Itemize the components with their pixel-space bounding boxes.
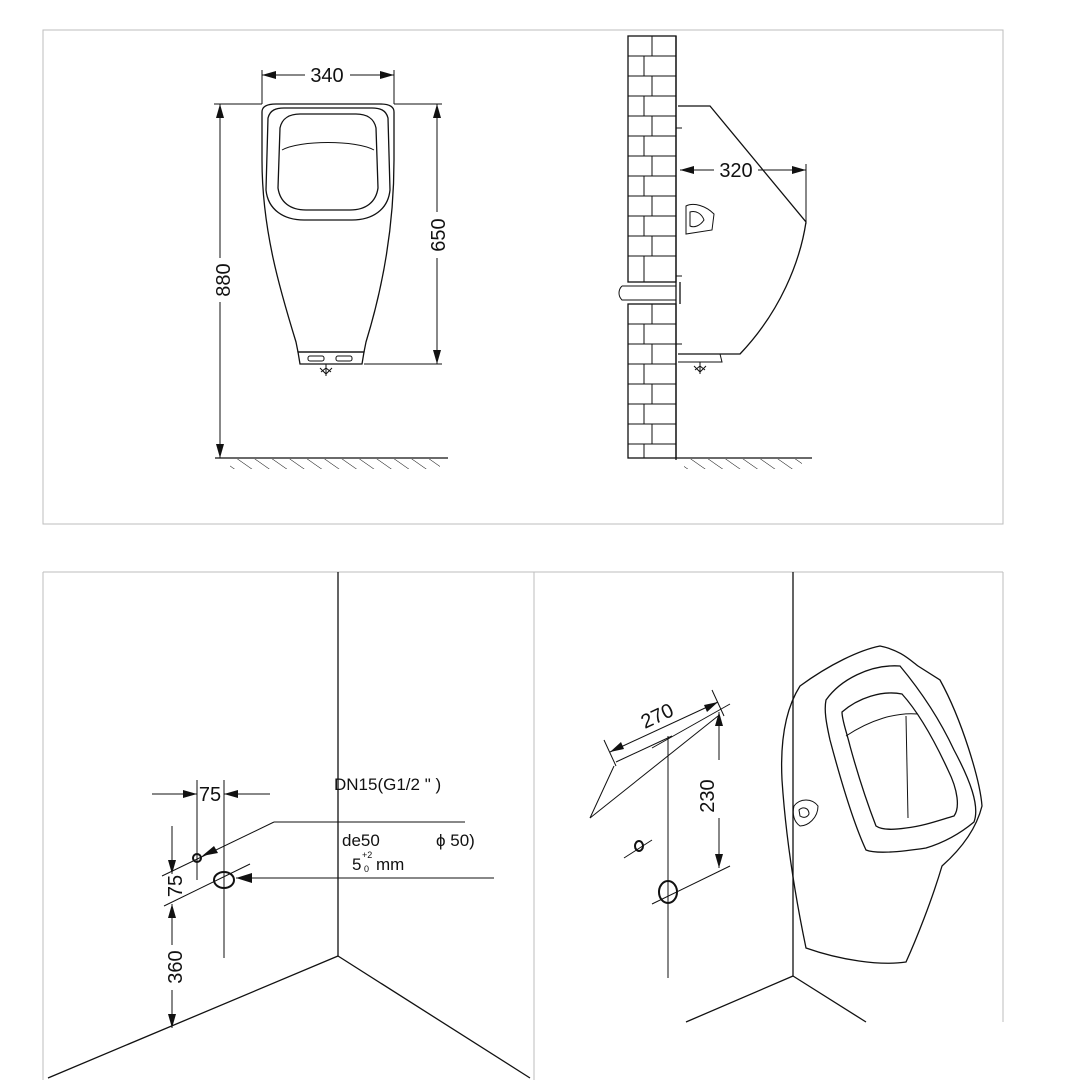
vertical-offset-label: 75 bbox=[165, 874, 187, 898]
dim-depth-320 bbox=[680, 160, 806, 224]
outlet-label: de50 bbox=[342, 831, 380, 850]
iso-pipe-markers bbox=[616, 704, 730, 978]
outlet-height-label: 360 bbox=[165, 950, 187, 984]
total-height-label: 880 bbox=[213, 263, 235, 297]
side-floor bbox=[676, 458, 812, 469]
bowl-height-label: 650 bbox=[428, 218, 450, 252]
outlet-diameter-label: ϕ 50) bbox=[436, 831, 475, 850]
dim-width-340 bbox=[262, 65, 394, 104]
side-view-wall bbox=[619, 36, 680, 460]
tolerance-unit: mm bbox=[376, 855, 405, 874]
tolerance-lower: 0 bbox=[364, 864, 370, 874]
pipe-notes bbox=[334, 775, 475, 874]
iso-urinal bbox=[782, 646, 982, 963]
iso-dim-230 bbox=[697, 712, 723, 868]
dim-horizontal-75 bbox=[152, 784, 270, 806]
top-panel-frame bbox=[43, 30, 1003, 524]
wall-plan-room bbox=[48, 572, 530, 1078]
outlet-pipe-marker bbox=[164, 780, 494, 958]
iso-horizontal-label: 270 bbox=[637, 699, 678, 734]
front-floor bbox=[215, 458, 448, 469]
tolerance-upper: +2 bbox=[362, 850, 373, 860]
horizontal-offset-label: 75 bbox=[198, 784, 222, 806]
dim-height-880 bbox=[213, 104, 262, 458]
iso-vertical-label: 230 bbox=[697, 779, 719, 813]
width-label: 340 bbox=[310, 65, 344, 87]
front-view-urinal bbox=[262, 104, 394, 376]
inlet-label: DN15(G1/2 " ) bbox=[334, 775, 442, 794]
dim-height-360 bbox=[165, 904, 187, 1028]
bottom-panels-frame bbox=[43, 572, 1003, 1080]
tolerance-base: 5 bbox=[352, 855, 362, 874]
side-view-urinal bbox=[676, 106, 806, 374]
depth-label: 320 bbox=[719, 160, 753, 182]
